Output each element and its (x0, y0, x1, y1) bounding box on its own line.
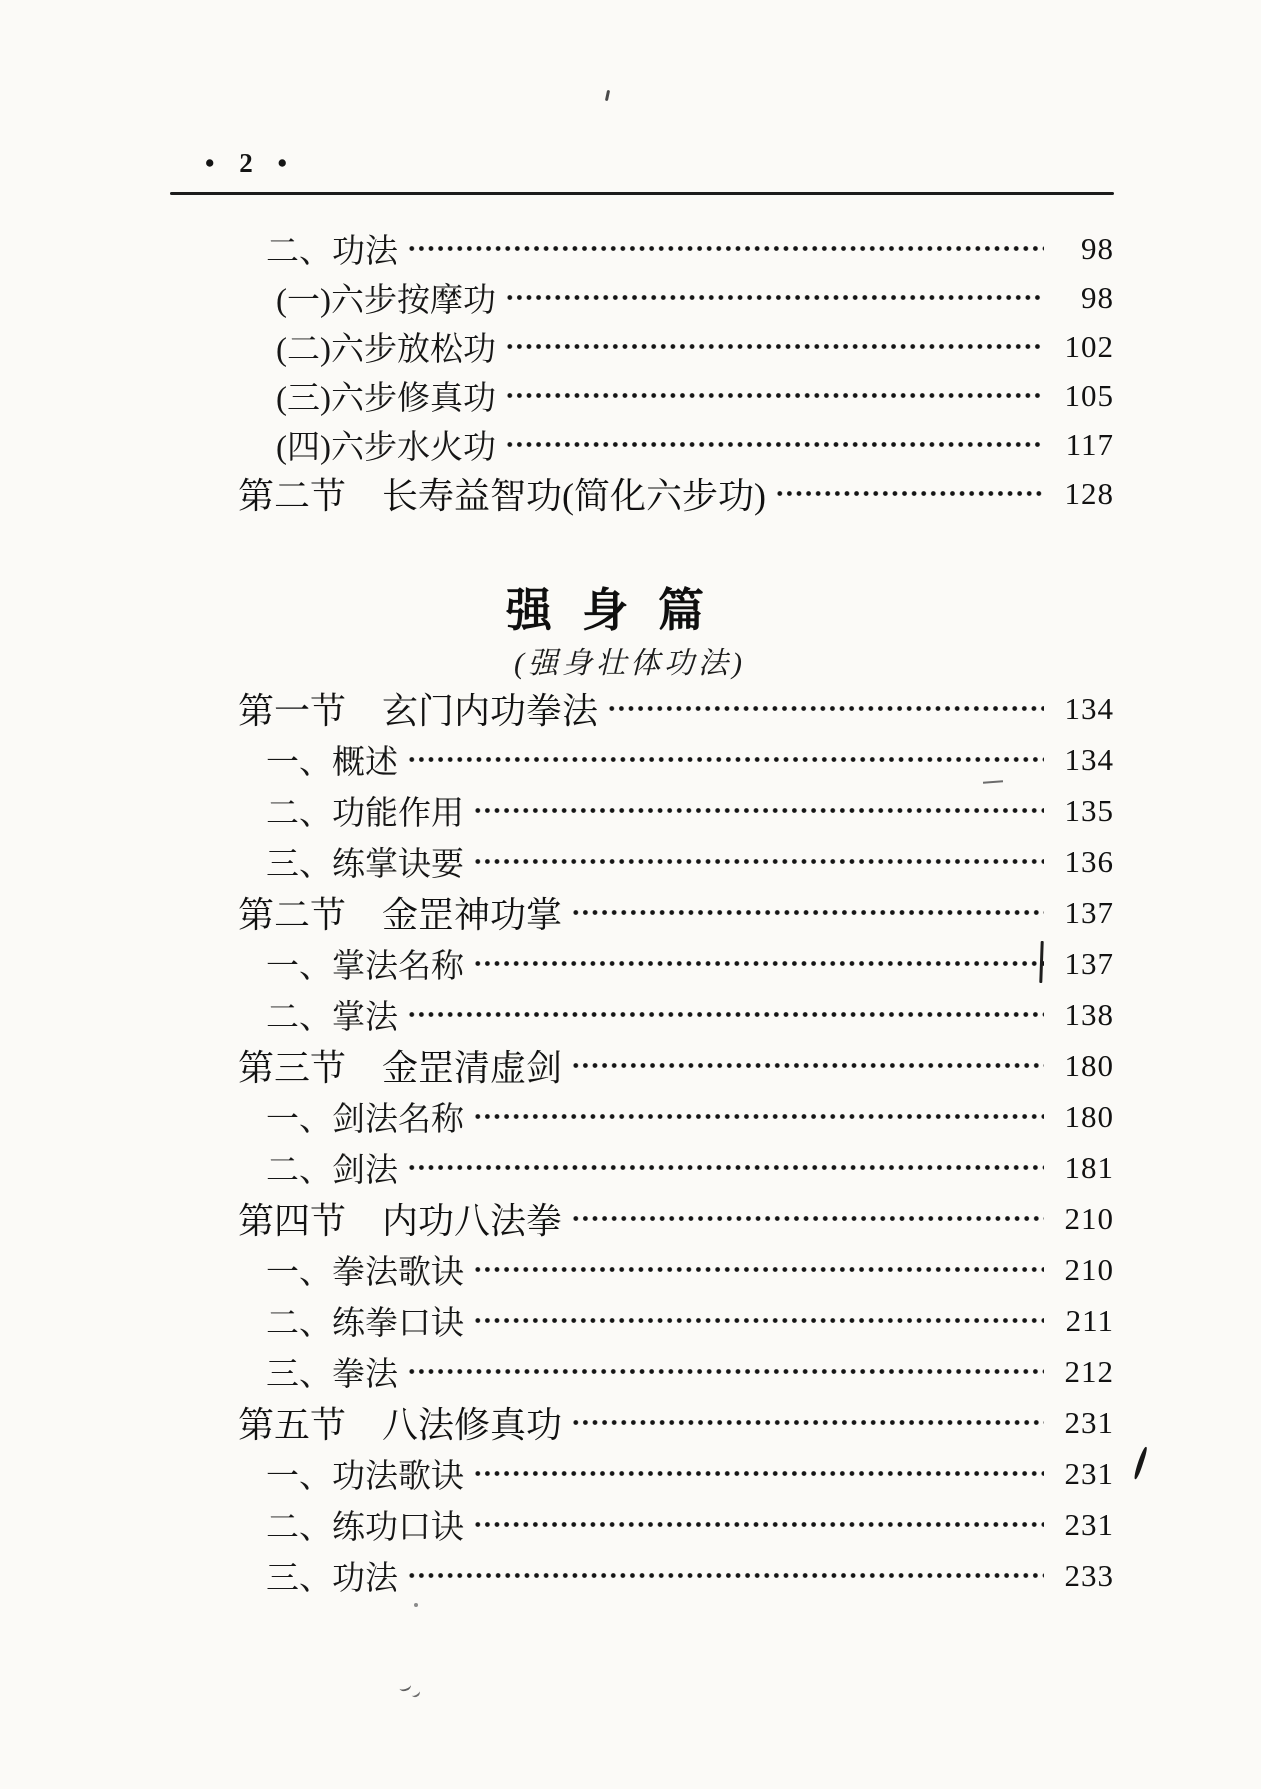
toc-entry-page-number: 98 (1081, 230, 1114, 266)
dotted-leader (473, 785, 1044, 836)
toc-entry-page-number: 233 (1064, 1557, 1114, 1593)
toc-entry (170, 1397, 1114, 1448)
dotted-leader (407, 1346, 1044, 1397)
toc-entry-label: 第三节 金罡清虚剑 (238, 1048, 563, 1088)
toc-entry-label: 第四节 内功八法拳 (238, 1201, 563, 1241)
dotted-leader (571, 1040, 1044, 1091)
dotted-leader (407, 989, 1044, 1040)
toc-entry-page-number: 180 (1064, 1047, 1114, 1083)
toc-entry-page-number: 117 (1065, 426, 1114, 462)
toc-entry-label: 一、拳法歌诀 (266, 1255, 464, 1291)
toc-entry (170, 1499, 1114, 1550)
toc-entry (170, 371, 1114, 420)
toc-entry-label: 第二节 金罡神功掌 (238, 895, 563, 935)
pen-stroke-artifact (1133, 1446, 1148, 1480)
toc-entry-page-number: 231 (1064, 1404, 1114, 1440)
toc-entry-label: 三、拳法 (266, 1357, 398, 1393)
toc-entry (170, 785, 1114, 836)
dotted-leader (407, 1550, 1044, 1601)
toc-entry-page-number: 128 (1064, 475, 1114, 511)
toc-entry-page-number: 137 (1064, 945, 1114, 981)
toc-entry (170, 469, 1114, 518)
toc-entry-page-number: 105 (1064, 377, 1114, 413)
toc-entry (170, 1193, 1114, 1244)
toc-entry (170, 1550, 1114, 1601)
toc-entry-page-number: 211 (1065, 1302, 1114, 1338)
dotted-leader (407, 1142, 1044, 1193)
toc-entry-page-number: 135 (1064, 792, 1114, 828)
dotted-leader (473, 938, 1044, 989)
toc-entry (170, 1091, 1114, 1142)
toc-entry-label: 第二节 长寿益智功(简化六步功) (238, 476, 766, 516)
toc-entry-label: (四)六步水火功 (276, 430, 496, 466)
header-divider-rule (170, 192, 1114, 195)
toc-entry (170, 938, 1114, 989)
toc-entry-label: 一、概述 (266, 745, 398, 781)
dotted-leader (473, 1499, 1044, 1550)
toc-entry (170, 420, 1114, 469)
toc-entry-label: (三)六步修真功 (276, 381, 496, 417)
dotted-leader (775, 469, 1044, 518)
toc-entry-label: 二、功能作用 (266, 796, 464, 832)
toc-entry (170, 1448, 1114, 1499)
toc-entry (170, 989, 1114, 1040)
toc-entry-page-number: 210 (1064, 1251, 1114, 1287)
toc-entry-page-number: 138 (1064, 996, 1114, 1032)
dotted-leader (505, 273, 1044, 322)
dotted-leader (505, 371, 1044, 420)
toc-entry-label: (二)六步放松功 (276, 332, 496, 368)
dotted-leader (473, 1244, 1044, 1295)
toc-entry-page-number: 137 (1064, 894, 1114, 930)
ink-dot-artifact (414, 1603, 418, 1607)
toc-list-top (170, 224, 1114, 518)
dotted-leader (505, 322, 1044, 371)
section-subtitle: (强身壮体功法) (514, 647, 746, 680)
dotted-leader (407, 224, 1044, 273)
dotted-leader (407, 734, 1044, 785)
dotted-leader (571, 1397, 1044, 1448)
toc-entry-label: 二、练拳口诀 (266, 1306, 464, 1342)
toc-entry-label: 二、剑法 (266, 1153, 398, 1189)
toc-entry-page-number: 134 (1064, 690, 1114, 726)
toc-entry (170, 836, 1114, 887)
toc-entry-label: 三、功法 (266, 1561, 398, 1597)
dotted-leader (473, 1448, 1044, 1499)
toc-entry-page-number: 98 (1081, 279, 1114, 315)
toc-entry (170, 734, 1114, 785)
toc-entry-page-number: 134 (1064, 741, 1114, 777)
toc-entry-page-number: 210 (1064, 1200, 1114, 1236)
toc-entry-page-number: 180 (1064, 1098, 1114, 1134)
dotted-leader (505, 420, 1044, 469)
toc-entry (170, 273, 1114, 322)
toc-entry-page-number: 102 (1064, 328, 1114, 364)
ink-speck-top (605, 90, 610, 101)
toc-entry (170, 224, 1114, 273)
toc-entry (170, 322, 1114, 371)
toc-entry-page-number: 231 (1064, 1455, 1114, 1491)
toc-entry-page-number: 136 (1064, 843, 1114, 879)
toc-entry-label: 一、功法歌诀 (266, 1459, 464, 1495)
dotted-leader (473, 1295, 1044, 1346)
page-number-label: • 2 • (205, 148, 296, 178)
toc-entry-label: 三、练掌诀要 (266, 847, 464, 883)
toc-entry-label: 二、掌法 (266, 1000, 398, 1036)
toc-entry (170, 1244, 1114, 1295)
toc-entry-label: 二、功法 (266, 234, 398, 270)
dotted-leader (571, 1193, 1044, 1244)
toc-entry-page-number: 212 (1064, 1353, 1114, 1389)
toc-entry-label: 第一节 玄门内功拳法 (238, 691, 599, 731)
toc-entry-page-number: 181 (1064, 1149, 1114, 1185)
section-heading: 强身篇 (506, 585, 734, 636)
dotted-leader (607, 683, 1044, 734)
toc-entry (170, 1346, 1114, 1397)
toc-entry-label: (一)六步按摩功 (276, 283, 496, 319)
toc-entry-label: 一、掌法名称 (266, 949, 464, 985)
dotted-leader (571, 887, 1044, 938)
smudge-artifact (398, 1680, 412, 1692)
toc-entry (170, 887, 1114, 938)
toc-entry-label: 第五节 八法修真功 (238, 1405, 563, 1445)
toc-entry (170, 1295, 1114, 1346)
toc-entry-label: 一、剑法名称 (266, 1102, 464, 1138)
toc-list-body (170, 683, 1114, 1601)
toc-entry-page-number: 231 (1064, 1506, 1114, 1542)
toc-entry (170, 1040, 1114, 1091)
toc-entry (170, 683, 1114, 734)
toc-entry-label: 二、练功口诀 (266, 1510, 464, 1546)
dotted-leader (473, 836, 1044, 887)
dotted-leader (473, 1091, 1044, 1142)
toc-entry (170, 1142, 1114, 1193)
smudge-artifact (410, 1687, 422, 1698)
